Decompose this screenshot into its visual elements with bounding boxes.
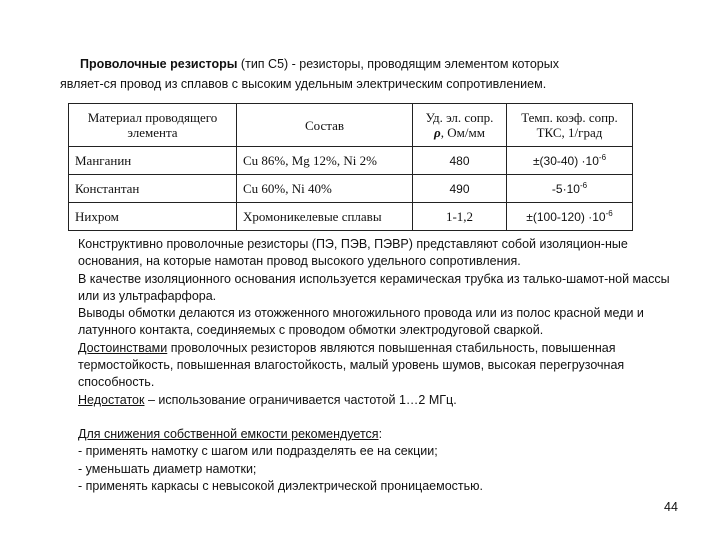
table-header-row — [69, 104, 633, 147]
body-text — [60, 236, 690, 495]
cell-material: Манганин — [69, 147, 237, 175]
header-tcr — [507, 104, 633, 147]
cell-material: Нихром — [69, 203, 237, 231]
cell-composition: Хромоникелевые сплавы — [237, 203, 413, 231]
cell-tcr — [507, 175, 633, 203]
table-row — [69, 203, 633, 231]
page-number: 44 — [664, 500, 678, 514]
advantages-text: проволочных резисторов являются повышенная стабильность, повышенная термостойкость, повышенная влагостойкость, малый уровень шумов, высокая перегрузочная способность. — [78, 340, 625, 390]
cell-tcr-exponent: -6 — [605, 209, 613, 218]
header-material: Материал проводящего элемента — [69, 104, 237, 147]
paragraph-construction: Конструктивно проволочные резисторы (ПЭ, ПЭВ, ПЭВР) представляют собой изоляцион-ные основания, на которые намотан провод высокого удельного сопротивления. — [78, 237, 628, 269]
disadvantage-text: – использование ограничивается частотой 1…2 МГц. — [144, 392, 457, 407]
cell-composition: Cu 86%, Mg 12%, Ni 2% — [237, 147, 413, 175]
intro-line2: являет-ся провод из сплавов с высоким удельным электрическим сопротивлением. — [60, 77, 547, 91]
header-resistivity-label: Уд. эл. сопр. — [425, 110, 494, 125]
paragraph-disadvantage — [60, 392, 690, 409]
cell-tcr-base: -5·10 — [551, 182, 580, 196]
recommendation-colon: : — [378, 426, 383, 441]
resistor-materials-table — [68, 103, 633, 231]
recommendation-label: Для снижения собственной емкости рекомендуется — [78, 426, 379, 441]
cell-composition: Cu 60%, Ni 40% — [237, 175, 413, 203]
intro-paragraph — [60, 54, 670, 94]
header-resistivity — [413, 104, 507, 147]
list-item: - уменьшать диаметр намотки; — [78, 461, 257, 476]
intro-rest: (тип С5) - резисторы, проводящим элементом которых — [237, 57, 559, 71]
header-resistivity-unit: , Ом/мм — [440, 125, 485, 140]
advantages-label: Достоинствами — [78, 340, 168, 355]
cell-resistivity: 480 — [413, 147, 507, 175]
cell-resistivity: 1-1,2 — [413, 203, 507, 231]
header-composition: Состав — [237, 104, 413, 147]
paragraph-base: В качестве изоляционного основания используется керамическая трубка из талько-шамот-ной массы или из ультрафарфора. — [78, 271, 670, 303]
table-row — [69, 175, 633, 203]
intro-bold-term: Проволочные резисторы — [80, 57, 238, 71]
list-item: - применять каркасы с невысокой диэлектрической проницаемостью. — [78, 478, 484, 493]
cell-resistivity: 490 — [413, 175, 507, 203]
cell-tcr-base: ±(30-40) ·10 — [532, 154, 599, 168]
disadvantage-label: Недостаток — [78, 392, 145, 407]
rho-symbol: ρ — [434, 125, 441, 140]
cell-material: Константан — [69, 175, 237, 203]
paragraph-leads: Выводы обмотки делаются из отожженного многожильного провода или из полос красной меди и латунного контакта, соединяемых с проводом обмотки электродуговой сваркой. — [78, 306, 644, 338]
table-row — [69, 147, 633, 175]
list-item: - применять намотку с шагом или подразделять ее на секции; — [78, 444, 438, 459]
cell-tcr-exponent: -6 — [598, 153, 607, 162]
paragraph-advantages — [60, 340, 690, 392]
header-tcr-unit: ТКС, 1/град — [536, 125, 603, 140]
recommendation-heading — [60, 426, 690, 443]
cell-tcr-exponent: -6 — [579, 181, 588, 190]
cell-tcr — [507, 147, 633, 175]
header-tcr-label: Темп. коэф. сопр. — [521, 110, 618, 125]
cell-tcr-base: ±(100-120) ·10 — [526, 210, 606, 224]
cell-tcr — [507, 203, 633, 231]
